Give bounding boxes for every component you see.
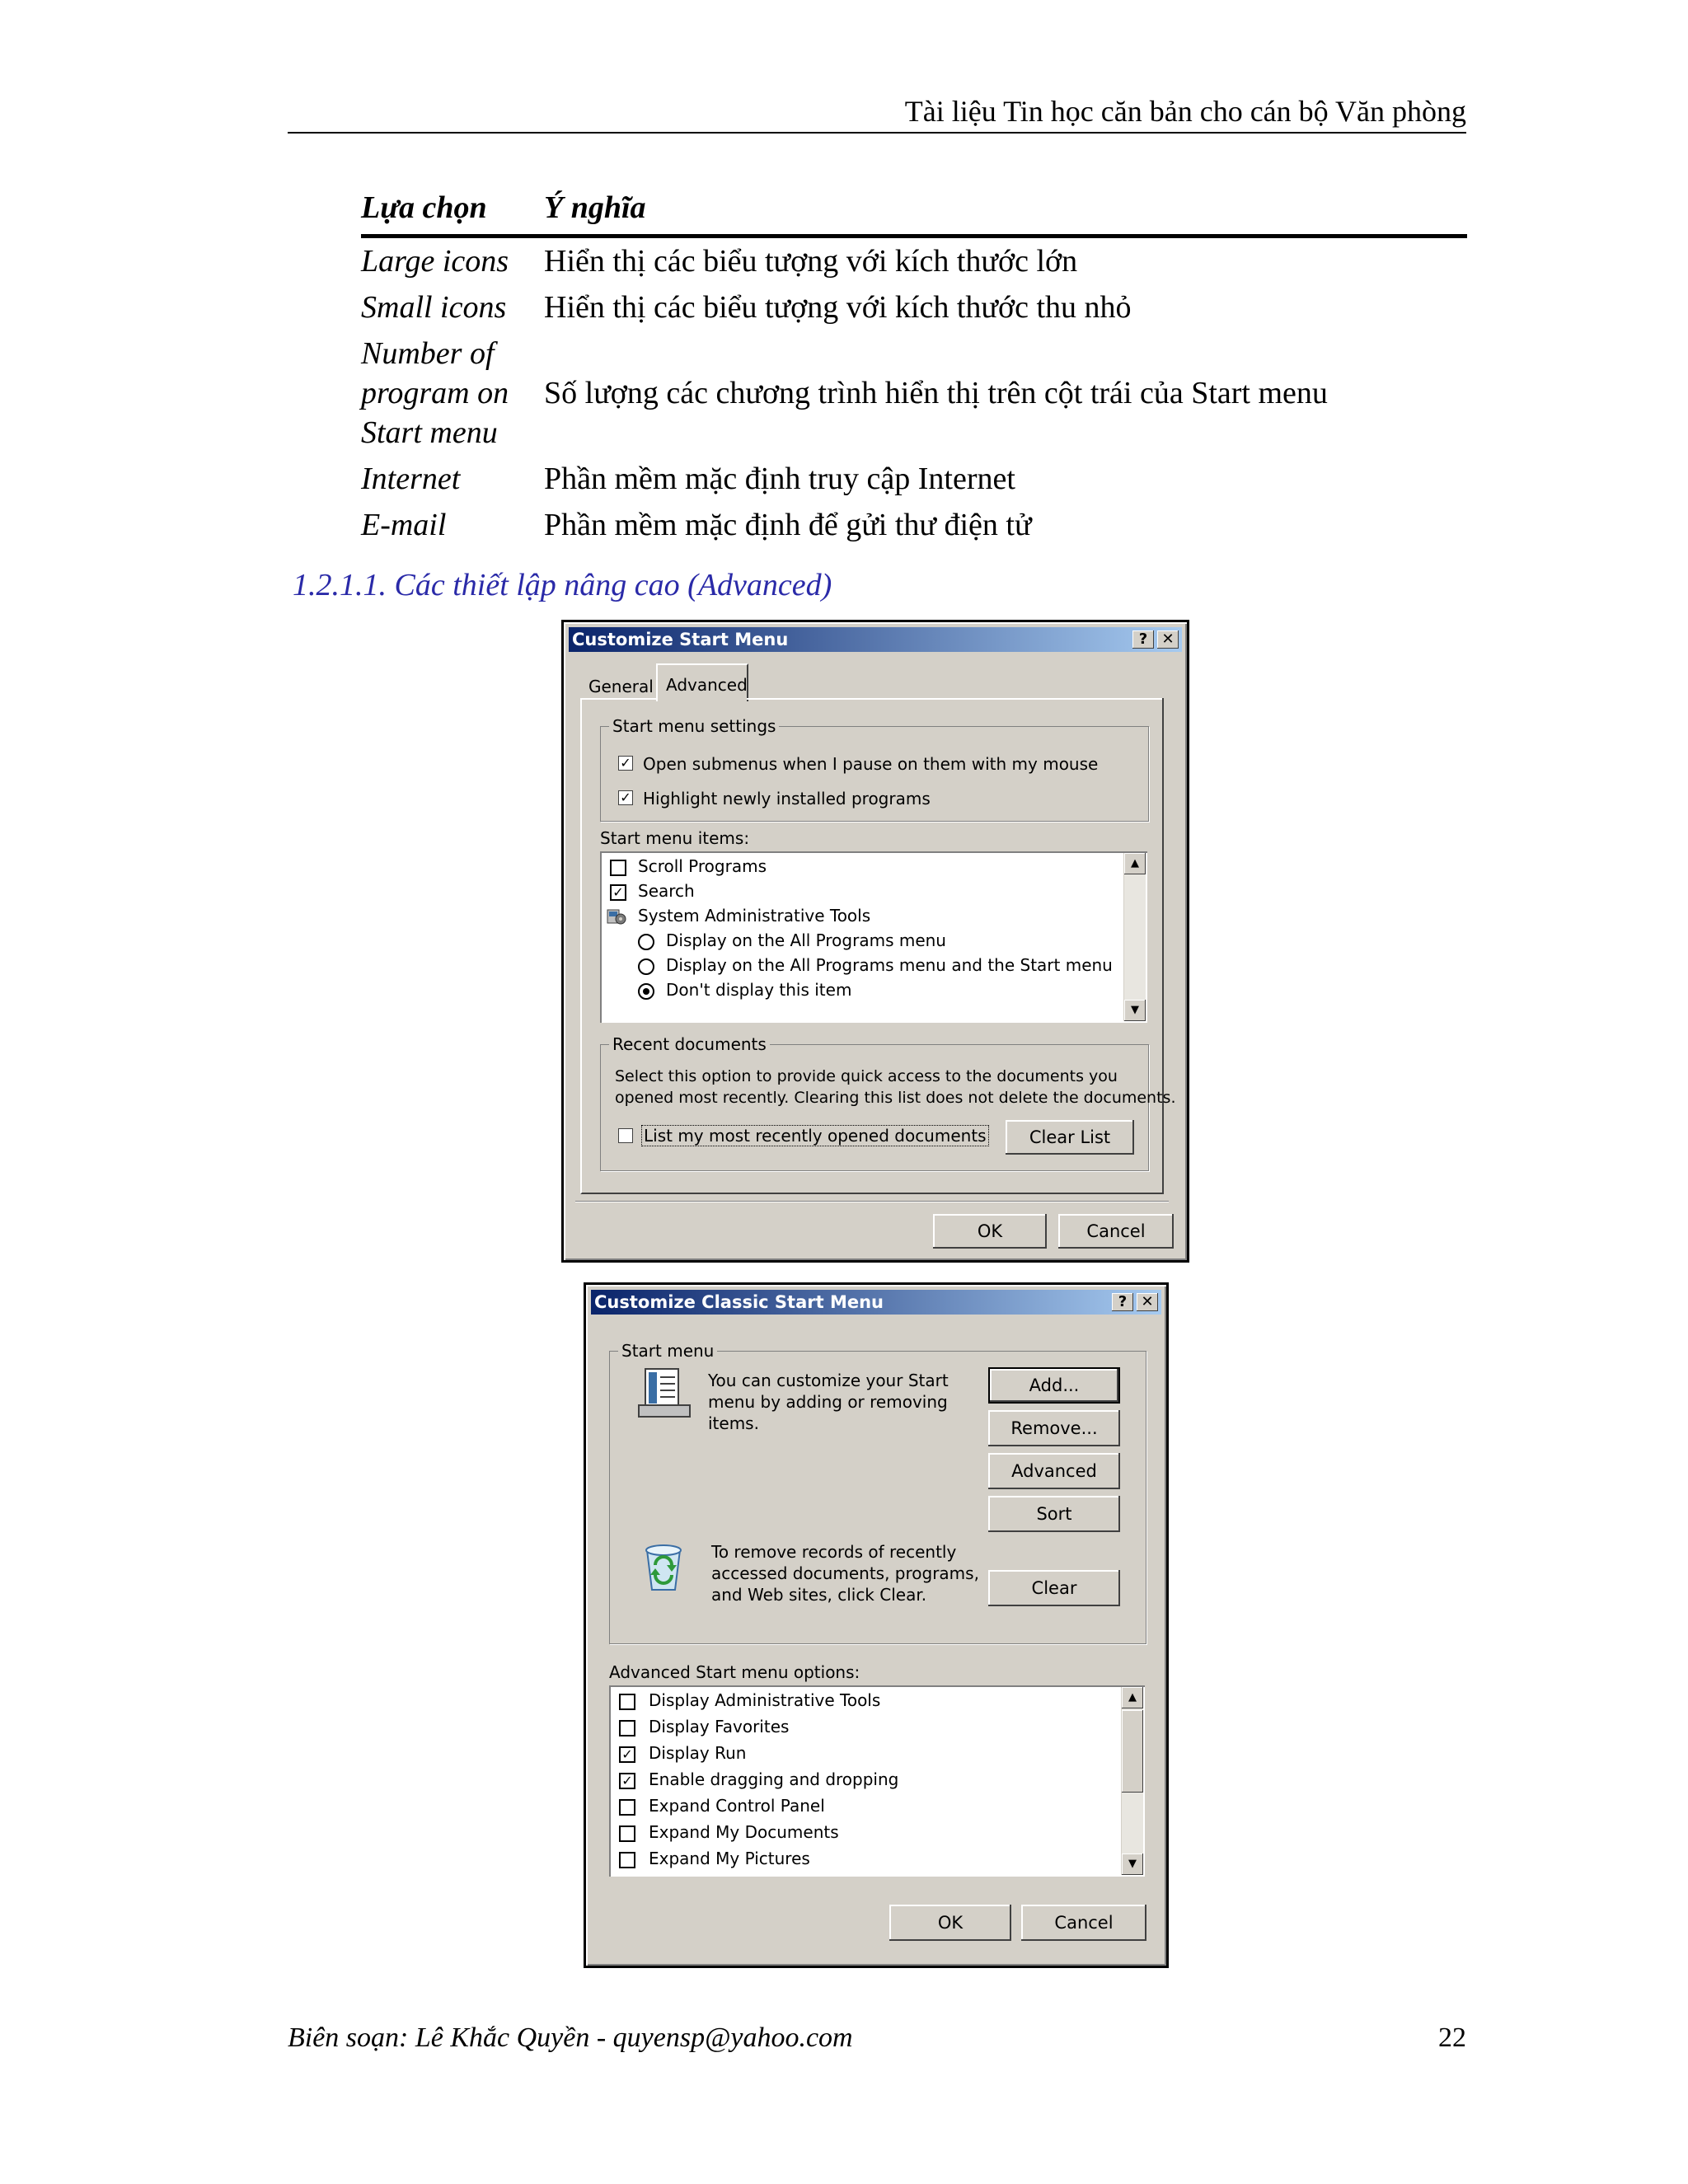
option-checkbox[interactable]: ✓	[619, 1773, 635, 1789]
list-item: Expand My Pictures	[649, 1849, 810, 1868]
close-icon[interactable]: ✕	[1157, 630, 1179, 649]
tab-advanced[interactable]	[656, 663, 748, 701]
highlight-programs-label: Highlight newly installed programs	[643, 789, 931, 808]
table-cell-meaning: Số lượng các chương trình hiển thị trên cột trái của Start menu	[544, 376, 1328, 410]
cancel-button[interactable]: Cancel	[1021, 1905, 1146, 1941]
vertical-scrollbar[interactable]	[1121, 1687, 1143, 1875]
start-menu-icon	[637, 1367, 692, 1418]
table-cell-option: Large icons	[361, 244, 509, 279]
advanced-options-list[interactable]	[609, 1685, 1145, 1877]
vertical-scrollbar[interactable]	[1123, 853, 1146, 1021]
group-label: Start menu settings	[609, 716, 779, 736]
list-item: Display on the All Programs menu	[666, 930, 946, 950]
group-label: Recent documents	[609, 1034, 770, 1054]
customize-classic-start-menu-dialog	[584, 1282, 1169, 1968]
dialog-title-bar[interactable]	[569, 627, 1182, 652]
admin-tools-icon	[607, 907, 626, 926]
start-desc-line-3: items.	[708, 1413, 759, 1433]
sort-button[interactable]: Sort	[988, 1496, 1120, 1532]
add-button[interactable]: Add...	[988, 1367, 1120, 1404]
dialog-title-bar[interactable]	[591, 1290, 1161, 1315]
list-recent-documents-label: List my most recently opened documents	[641, 1125, 989, 1146]
recent-description-line-2: opened most recently. Clearing this list does not delete the documents.	[615, 1089, 1176, 1107]
option-checkbox[interactable]	[619, 1720, 635, 1736]
advanced-button[interactable]: Advanced	[988, 1453, 1120, 1489]
table-row	[361, 330, 1467, 456]
recent-description-line-1: Select this option to provide quick access to the documents you	[615, 1067, 1118, 1085]
table-cell-meaning: Phần mềm mặc định truy cập Internet	[544, 462, 1015, 496]
list-item: Display Run	[649, 1743, 747, 1763]
list-item: Display Favorites	[649, 1717, 790, 1736]
group-label: Start menu	[618, 1341, 717, 1361]
help-button[interactable]: ?	[1132, 630, 1154, 649]
option-checkbox[interactable]: ✓	[619, 1746, 635, 1763]
scroll-thumb[interactable]	[1122, 1710, 1143, 1793]
radio-dont-display[interactable]	[638, 983, 654, 1000]
table-cell-option: Internet	[361, 462, 461, 496]
table-row	[361, 237, 1467, 285]
scroll-up-icon[interactable]: ▲	[1124, 853, 1146, 874]
options-table	[361, 185, 1467, 548]
scroll-down-icon[interactable]: ▼	[1122, 1854, 1143, 1875]
list-item: Expand My Documents	[649, 1822, 839, 1842]
start-menu-items-list[interactable]	[600, 851, 1147, 1023]
table-header-row	[361, 185, 1467, 237]
scroll-programs-checkbox[interactable]	[610, 860, 626, 876]
section-title: 1.2.1.1. Các thiết lập nâng cao (Advanced)	[293, 568, 832, 602]
clear-desc-line-1: To remove records of recently	[711, 1542, 957, 1562]
advanced-options-label: Advanced Start menu options:	[609, 1662, 860, 1682]
table-header-meaning: Ý nghĩa	[544, 185, 1467, 237]
help-button[interactable]: ?	[1112, 1293, 1133, 1311]
table-cell-meaning: Phần mềm mặc định để gửi thư điện tử	[544, 508, 1032, 542]
cancel-button[interactable]: Cancel	[1058, 1214, 1174, 1249]
recycle-bin-icon	[639, 1540, 688, 1593]
table-row	[361, 502, 1467, 548]
open-submenus-checkbox[interactable]: ✓	[618, 756, 633, 771]
list-item: Scroll Programs	[638, 856, 767, 876]
clear-desc-line-3: and Web sites, click Clear.	[711, 1585, 927, 1605]
table-cell-meaning: Hiển thị các biểu tượng với kích thước thu nhỏ	[544, 290, 1132, 325]
table-row	[361, 456, 1467, 502]
table-cell-option: Small icons	[361, 290, 507, 325]
highlight-programs-checkbox[interactable]: ✓	[618, 790, 633, 805]
footer-author: Biên soạn: Lê Khắc Quyền - quyensp@yahoo.com	[288, 2022, 853, 2053]
option-checkbox[interactable]	[619, 1694, 635, 1710]
option-checkbox[interactable]	[619, 1852, 635, 1868]
option-checkbox[interactable]	[619, 1799, 635, 1816]
table-cell-option: Number of program on Start menu	[361, 336, 509, 450]
tab-advanced-label: Advanced	[666, 675, 748, 695]
list-item: Display Administrative Tools	[649, 1690, 881, 1710]
start-menu-items-label: Start menu items:	[600, 828, 750, 848]
option-checkbox[interactable]	[619, 1825, 635, 1842]
list-item: Search	[638, 881, 695, 901]
radio-all-programs[interactable]	[638, 934, 654, 950]
clear-list-button[interactable]: Clear List	[1006, 1120, 1134, 1155]
close-icon[interactable]: ✕	[1137, 1293, 1158, 1311]
customize-start-menu-dialog	[561, 620, 1189, 1263]
tab-general[interactable]: General	[588, 677, 654, 696]
table-cell-meaning: Hiển thị các biểu tượng với kích thước lớn	[544, 244, 1078, 279]
radio-all-programs-and-start[interactable]	[638, 958, 654, 975]
list-item: Don't display this item	[666, 980, 852, 1000]
remove-button[interactable]: Remove...	[988, 1410, 1120, 1446]
page-number: 22	[1438, 2022, 1466, 2053]
list-item: System Administrative Tools	[638, 906, 871, 926]
open-submenus-label: Open submenus when I pause on them with my mouse	[643, 754, 1099, 774]
list-item: Enable dragging and dropping	[649, 1769, 899, 1789]
clear-desc-line-2: accessed documents, programs,	[711, 1563, 979, 1583]
ok-button[interactable]: OK	[933, 1214, 1047, 1249]
start-desc-line-2: menu by adding or removing	[708, 1392, 948, 1412]
table-row	[361, 284, 1467, 330]
search-checkbox[interactable]: ✓	[610, 884, 626, 901]
page-footer	[288, 2018, 1466, 2059]
dialog-title: Customize Start Menu	[572, 630, 789, 649]
page-header	[288, 91, 1466, 134]
list-recent-documents-checkbox[interactable]	[618, 1128, 633, 1143]
header-title: Tài liệu Tin học căn bản cho cán bộ Văn phòng	[904, 95, 1466, 128]
scroll-up-icon[interactable]: ▲	[1122, 1687, 1143, 1708]
table-cell-option: E-mail	[361, 508, 447, 542]
scroll-down-icon[interactable]: ▼	[1124, 1000, 1146, 1021]
separator	[575, 1201, 1169, 1202]
ok-button[interactable]: OK	[889, 1905, 1011, 1941]
dialog-title: Customize Classic Start Menu	[594, 1292, 884, 1312]
table-header-option: Lựa chọn	[361, 185, 544, 237]
clear-button[interactable]: Clear	[988, 1570, 1120, 1606]
list-item: Display on the All Programs menu and the Start menu	[666, 955, 1113, 975]
start-desc-line-1: You can customize your Start	[708, 1371, 949, 1390]
list-item: Expand Control Panel	[649, 1796, 825, 1816]
